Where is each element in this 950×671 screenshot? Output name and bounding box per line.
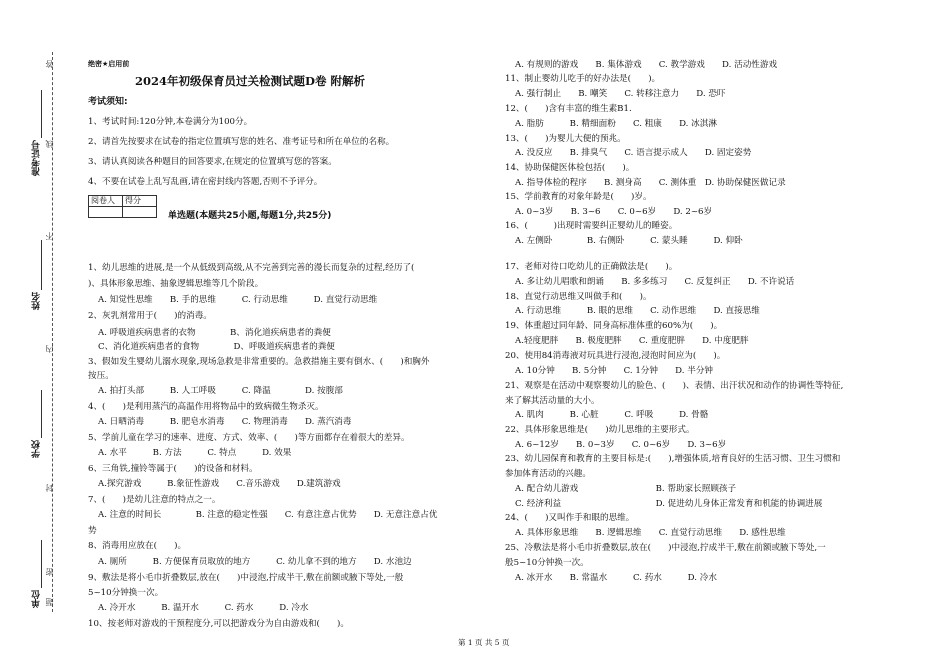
question-text: 5、学前儿童在学习的速率、进度、方式、效率、( )等方面都存在着很大的差异。 [88,433,410,443]
answer-options: C、消化道疾病患者的食物 D、呼吸道疾病患者的粪便 [98,342,335,352]
question-text: 18、直觉行动思维又叫做手和( )。 [505,292,652,302]
question-text: 1、幼儿思维的进展,是一个从低级到高级,从不完善到完善的漫长而复杂的过程,经历了( [88,263,415,273]
answer-options: A. 左侧卧 B. 右侧卧 C. 蒙头睡 D. 仰卧 [515,236,743,246]
answer-options: A. 拍打头部 B. 人工呼吸 C. 降温 D. 按腹部 [98,386,343,396]
notice-item: 2、请首先按要求在试卷的指定位置填写您的姓名、准考证号和所在单位的名称。 [88,137,395,147]
question-text: 3、假如发生婴幼儿溺水现象,现场急救是非常重要的。急救措施主要有倒水、( )和胸外 [88,357,430,367]
question-text: 25、冷敷法是将小毛巾折叠数层,放在( )中浸泡,拧成半干,敷在前额或腋下等处,一 [505,543,826,553]
question-text: 按压。 [88,371,114,381]
question-text: 10、按老师对游戏的干预程度分,可以把游戏分为自由游戏和( )。 [88,619,349,629]
score-table-cell [89,207,123,218]
answer-options: A.轻度肥胖 B. 极度肥胖 C. 重度肥胖 D. 中度肥胖 [515,336,749,346]
seal-char: 题 [45,598,54,606]
question-text: 9、敷法是将小毛巾折叠数层,放在( )中浸泡,拧成半干,敷在前额或腋下等处,一般 [88,573,404,583]
question-text: 23、幼儿园保育和教育的主要目标是:( ),增强体质,培育良好的生活习惯、卫生习惯和 [505,454,841,464]
school-underline [41,390,42,438]
question-text: 24、( )又叫作手和眼的思维。 [505,513,635,523]
seal-char: 内 [45,345,54,353]
answer-options: A. 有规则的游戏 B. 集体游戏 C. 教学游戏 D. 活动性游戏 [515,60,778,70]
notice-item: 1、考试时间:120分钟,本卷满分为100分。 [88,117,253,127]
notice-item: 3、请认真阅读各种题目的回答要求,在规定的位置填写您的答案。 [88,157,337,167]
question-text: 13、( )为婴儿大便的预兆。 [505,134,626,144]
question-text: 15、学前教育的对象年龄是( )岁。 [505,192,652,202]
question-text: 7、( )是幼儿注意的特点之一。 [88,495,221,505]
answer-options: A. 厕所 B. 方便保育员取放的地方 C. 幼儿拿不到的地方 D. 水池边 [98,557,412,567]
answer-options: A. 配合幼儿游戏 B. 帮助家长照顾孩子 [515,484,737,494]
question-text: 14、协助保健医体检包括( )。 [505,163,635,173]
answer-options: A. 呼吸道疾病患者的衣物 B、消化道疾病患者的粪便 [98,328,331,338]
question-text: 2、灰乳剂常用于( )的消毒。 [88,311,212,321]
page-title: 2024年初级保育员过关检测试题D卷 附解析 [135,74,365,88]
answer-options: C. 经济利益 D. 促进幼儿身体正常发育和机能的协调进展 [515,499,823,509]
answer-options: A. 冷开水 B. 温开水 C. 药水 D. 冷水 [98,603,309,613]
score-table-score: 得分 [123,196,157,207]
seal-line [52,52,53,612]
question-text: 16、( )出现时需要纠正婴幼儿的睡姿。 [505,221,678,231]
answer-options: A. 行动思维 B. 眼的思维 C. 动作思维 D. 直接思维 [515,306,760,316]
answer-options: A. 肌肉 B. 心脏 C. 呼吸 D. 骨骼 [515,410,709,420]
question-text: 4、( )是利用蒸汽的高温作用将物品中的致病微生物杀灭。 [88,402,324,412]
seal-char: 封 [45,484,54,492]
answer-options: A. 日晒消毒 B. 肥皂水消毒 C. 物理消毒 D. 蒸汽消毒 [98,417,352,427]
answer-options: A. 水平 B. 方法 C. 特点 D. 效果 [98,448,292,458]
name-underline [41,240,42,290]
answer-options: A. 10分钟 B. 5分钟 C. 1分钟 D. 半分钟 [515,366,714,376]
answer-options: A. 知觉性思维 B. 手的思维 C. 行动思维 D. 直觉行动思维 [98,295,378,305]
secret-label: 绝密★启用前 [88,60,130,68]
answer-options: A. 指导体检的程序 B. 测身高 C. 测体重 D. 协助保健医做记录 [515,178,786,188]
answer-options: A. 多让幼儿唱歌和朗诵 B. 多多练习 C. 反复纠正 D. 不许说话 [515,277,795,287]
question-text: 22、具体形象思维是( )幼儿思维的主要形式。 [505,425,695,435]
question-text: 来了解其活动量的大小。 [505,396,600,406]
question-text: )、具体形象思维、抽象逻辑思维等几个阶段。 [88,279,264,289]
question-text: 21、观察是在活动中观察婴幼儿的脸色、( )、表情、出汗状况和动作的协调性等特征, [505,381,844,391]
question-text: 12、( )含有丰富的维生素B1. [505,104,632,114]
answer-options: A. 强行制止 B. 嘲笑 C. 转移注意力 D. 恐吓 [515,89,726,99]
page-number: 第 1 页 共 5 页 [458,638,510,647]
answer-options: A. 注意的时间长 B. 注意的稳定性强 C. 有意注意占优势 D. 无意注意占优 [98,510,438,520]
answer-options: A. 0~3岁 B. 3~6 C. 0~6岁 D. 2~6岁 [515,207,713,217]
question-text: 势 [88,526,97,536]
question-text: 6、三角铁,撞铃等属于( )的设备和材料。 [88,464,258,474]
seal-char: 答 [45,60,54,68]
question-text: 11、制止婴幼儿吃手的好办法是( )。 [505,74,661,84]
answer-options: A. 6~12岁 B. 0~3岁 C. 0~6岁 D. 3~6岁 [515,440,727,450]
question-text: 20、使用84消毒液对玩具进行浸泡,浸泡时间应为( )。 [505,351,726,361]
field-label-unit: 单位 [32,590,42,608]
question-text: 17、老师对待口吃幼儿的正确做法是( )。 [505,262,678,272]
field-label-exam-number: 准考证号 [32,140,42,176]
seal-char: 线 [45,140,54,148]
question-text: 参加体育活动的兴趣。 [505,469,591,479]
score-table-cell [123,207,157,218]
answer-options: A. 冰开水 B. 常温水 C. 药水 D. 冷水 [515,573,717,583]
section-title: 单选题(本题共25小题,每题1分,共25分) [168,211,332,221]
seal-char: 不 [45,232,54,240]
unit-underline [41,540,42,588]
seal-char: 密 [45,568,54,576]
score-table-grader: 阅卷人 [89,196,123,207]
field-label-school: 学校 [32,440,42,458]
answer-options: A.探究游戏 B.象征性游戏 C.音乐游戏 D.建筑游戏 [98,479,341,489]
field-label-name: 姓名 [32,292,42,310]
question-text: 般5~10分钟换一次。 [505,558,589,568]
question-text: 5~10分钟换一次。 [88,588,164,598]
question-text: 19、体重超过同年龄、同身高标准体重的60%为( )。 [505,321,723,331]
notice-heading: 考试须知: [88,97,128,107]
exam-number-underline [41,90,42,138]
answer-options: A. 具体形象思维 B. 逻辑思维 C. 直觉行动思维 D. 感性思维 [515,528,786,538]
notice-item: 4、不要在试卷上乱写乱画,请在密封线内答题,否则不予评分。 [88,177,323,187]
question-text: 8、消毒用应放在( )。 [88,541,187,551]
score-table [88,195,157,218]
answer-options: A. 没反应 B. 排臭气 C. 语言提示成人 D. 固定姿势 [515,148,752,158]
answer-options: A. 脂肪 B. 精细面粉 C. 粗康 D. 冰淇淋 [515,119,717,129]
